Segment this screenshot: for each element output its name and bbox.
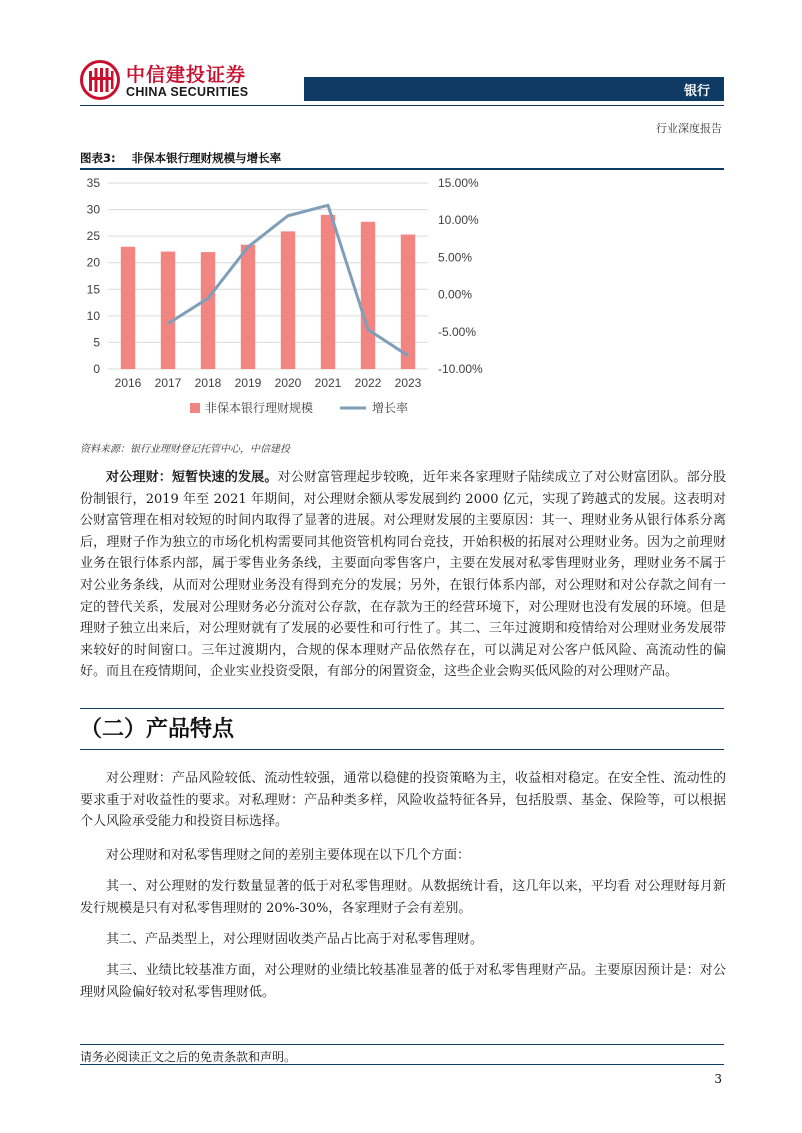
paragraph-difference-3: 其三、业绩比较基准方面，对公理财的业绩比较基准显著的低于对私零售理财产品。主要原因预计是：对公理财风险偏好较对私零售理财低。	[80, 963, 726, 1000]
footer-divider	[80, 1044, 724, 1045]
bar	[361, 222, 375, 369]
figure-title	[80, 150, 281, 166]
right-axis-tick: 5.00%	[438, 250, 473, 265]
right-axis-tick: 15.00%	[438, 176, 479, 190]
x-axis-tick: 2016	[114, 376, 142, 390]
figure-source: 资料来源：银行业理财登记托管中心，中信建投	[80, 444, 290, 455]
footer-disclaimer: 请务必阅读正文之后的免责条款和声明。	[80, 1050, 297, 1064]
right-axis-tick: -10.00%	[438, 362, 483, 376]
company-logo	[80, 60, 250, 102]
right-axis-tick: 0.00%	[438, 287, 473, 302]
logo-chinese-name: 中信建投证券	[126, 64, 247, 86]
chart-plot-area	[108, 183, 428, 369]
x-axis-tick: 2019	[234, 376, 262, 390]
logo-english-name: CHINA SECURITIES	[126, 85, 249, 99]
report-type: 行业深度报告	[656, 122, 722, 135]
bar	[121, 247, 135, 369]
figure-title-text: 非保本银行理财规模与增长率	[131, 151, 282, 165]
chart	[80, 171, 516, 431]
left-axis-tick: 0	[93, 362, 100, 376]
legend-bar-swatch	[190, 403, 200, 413]
paragraph-corporate-wealth	[80, 467, 726, 683]
section-heading: （二）产品特点	[80, 717, 235, 742]
left-axis-tick: 15	[86, 282, 100, 297]
left-axis-tick: 30	[86, 202, 100, 217]
x-axis-tick: 2018	[194, 376, 222, 390]
section-tag: 银行	[683, 84, 710, 99]
left-axis-tick: 20	[86, 255, 100, 270]
bar	[401, 235, 415, 369]
left-axis-tick: 10	[86, 308, 100, 323]
paragraph-differences-intro: 对公理财和对私零售理财之间的差别主要体现在以下几个方面：	[106, 848, 471, 863]
header-bar	[304, 77, 724, 101]
bar	[201, 252, 215, 369]
section-divider-top	[80, 708, 724, 709]
figure-divider	[80, 168, 724, 170]
figure-label: 图表3:	[80, 151, 116, 165]
page-number: 3	[714, 1072, 722, 1086]
paragraph-difference-2: 其二、产品类型上，对公理财固收类产品占比高于对私零售理财。	[106, 932, 484, 947]
right-axis-tick: 10.00%	[438, 213, 479, 228]
section-divider-bottom	[80, 749, 724, 750]
paragraph-lead: 对公理财：短暂快速的发展。	[106, 470, 278, 485]
right-axis-tick: -5.00%	[438, 324, 477, 339]
x-axis-tick: 2017	[154, 376, 182, 390]
bar	[241, 245, 255, 369]
paragraph-product-features: 对公理财：产品风险较低、流动性较强，通常以稳健的投资策略为主，收益相对稳定。在安全性、流动性的要求重于对收益性的要求。对私理财：产品种类多样，风险收益特征各异，包括股票、基金、保险等，可以根据个人风险承受能力和投资目标选择。	[80, 771, 726, 830]
legend-bar-label: 非保本银行理财规模	[205, 401, 314, 415]
header-divider	[80, 105, 724, 106]
citic-logo-icon	[80, 60, 120, 100]
footer-divider-bottom	[80, 1064, 724, 1065]
left-axis-tick: 5	[93, 335, 100, 350]
bar	[321, 215, 335, 369]
x-axis-tick: 2021	[314, 376, 342, 390]
bar	[161, 252, 175, 369]
left-axis-tick: 25	[86, 229, 100, 244]
bar	[281, 231, 295, 369]
x-axis-tick: 2020	[274, 376, 302, 390]
legend-line-label: 增长率	[372, 401, 409, 415]
left-axis-tick: 35	[86, 176, 100, 190]
paragraph-difference-1: 其一、对公理财的发行数量显著的低于对私零售理财。从数据统计看，这几年以来，平均看 对公理财每月新发行规模是只有对私零售理财的 20%-30%，各家理财子会有差别。	[80, 879, 726, 916]
x-axis-tick: 2022	[354, 376, 382, 390]
x-axis-tick: 2023	[394, 376, 422, 390]
paragraph-text: 对公财富管理起步较晚，近年来各家理财子陆续成立了对公财富团队。部分股份制银行，2019 年至 2021 年期间，对公理财余额从零发展到约 2000 亿元，实现了跨越式的发展。这表明对公财富管理在相对较短的时间内取得了显著的进展。对公理财发展的主要原因：其一、理财业务从银行体系分离后，理财子作为独立的市场化机构需要同其他资管机构同台竞技，开始积极的拓展对公理财业务。因为之前理财业务在银行体系内部，属于零售业务条线，主要面向零售客户，主要在发展对私零售理财业务，理财业务不属于对公业务条线，从而对公理财业务没有得到充分的发展；另外，在银行体系内部，对公理财和对公存款之间有一定的替代关系，发展对公理财务必分流对公存款，在存款为王的经营环境下，对公理财也没有发展的环境。但是理财子独立出来后，对公理财就有了发展的必要性和可行性了。其二、三年过渡期和疫情给对公理财业务发展带来较好的时间窗口。三年过渡期内，合规的保本理财产品依然存在，可以满足对公客户低风险、高流动性的偏好。而且在疫情期间，企业实业投资受限，有部分的闲置资金，这些企业会购买低风险的对公理财产品。	[80, 470, 726, 680]
